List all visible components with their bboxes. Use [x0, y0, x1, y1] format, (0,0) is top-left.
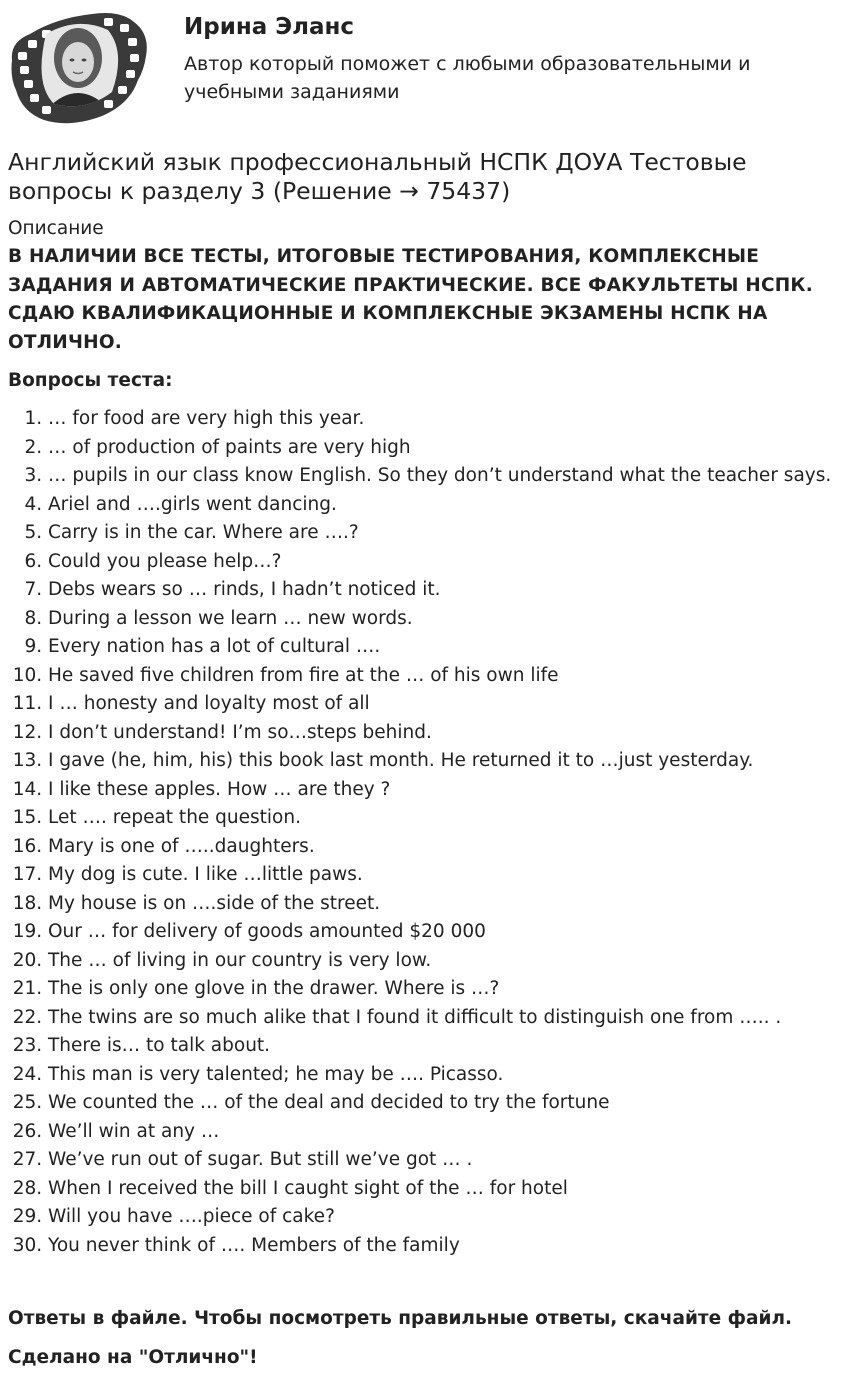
question-item: [8, 605, 838, 634]
question-text: The is only one glove in the drawer. Where is …?: [48, 978, 500, 999]
question-number: 20.: [12, 949, 48, 971]
question-number: 1.: [24, 408, 48, 429]
questions-label: Вопросы теста:: [8, 370, 173, 391]
question-item: [8, 690, 838, 719]
question-text: Could you please help…?: [48, 550, 282, 572]
question-item: [8, 1203, 838, 1232]
question-item: [8, 548, 838, 577]
question-number: 14.: [12, 778, 48, 800]
question-number: 24.: [12, 1063, 48, 1085]
answers-note: Ответы в файле. Чтобы посмотреть правильные ответы, скачайте файл.: [8, 1308, 793, 1329]
question-number: 5.: [24, 522, 48, 543]
question-text: Our … for delivery of goods amounted $20 000: [48, 921, 486, 942]
question-item: [8, 1118, 838, 1147]
question-item: [8, 1232, 838, 1261]
question-text: This man is very talented; he may be …. Picasso.: [48, 1063, 504, 1085]
question-text: I gave (he, him, his) this book last month. He returned it to …just yesterday.: [48, 750, 754, 771]
author-card: [8, 8, 839, 128]
question-item: [8, 519, 838, 548]
question-item: [8, 434, 838, 463]
question-number: 4.: [24, 493, 48, 515]
question-number: 25.: [12, 1092, 48, 1113]
question-text: I … honesty and loyalty most of all: [48, 693, 370, 714]
question-text: Let …. repeat the question.: [48, 807, 301, 828]
question-text: Debs wears so … rinds, I hadn’t noticed it.: [48, 579, 441, 600]
question-text: When I received the bill I caught sight of the … for hotel: [48, 1177, 568, 1199]
question-text: The … of living in our country is very low.: [48, 949, 432, 971]
question-number: 18.: [12, 892, 48, 914]
question-item: [8, 1146, 838, 1175]
question-text: We’ll win at any …: [48, 1120, 220, 1142]
question-number: 28.: [12, 1177, 48, 1199]
author-avatar[interactable]: [8, 8, 150, 126]
question-item: [8, 890, 838, 919]
question-number: 17.: [12, 864, 48, 885]
author-description: Автор который поможет с любыми образовательными и учебными заданиями: [184, 53, 751, 103]
question-item: [8, 1032, 838, 1061]
question-number: 19.: [12, 921, 48, 942]
question-number: 8.: [24, 607, 48, 629]
question-text: He saved five children from fire at the … of his own life: [48, 664, 559, 686]
description-label: Описание: [8, 218, 104, 239]
question-number: 15.: [12, 807, 48, 828]
question-text: I don’t understand! I’m so…steps behind.: [48, 721, 432, 743]
question-text: My house is on ….side of the street.: [48, 892, 381, 914]
question-text: We counted the … of the deal and decided to try the fortune: [48, 1092, 610, 1113]
question-item: [8, 918, 838, 947]
question-item: [8, 462, 838, 491]
description-text: В НАЛИЧИИ ВСЕ ТЕСТЫ, ИТОГОВЫЕ ТЕСТИРОВАНИЯ, КОМПЛЕКСНЫЕ ЗАДАНИЯ И АВТОМАТИЧЕСКИЕ ПРАКТИЧЕСКИЕ. ВСЕ ФАКУЛЬТЕТЫ НСПК. СДАЮ КВАЛИФИКАЦИОННЫЕ И КОМПЛЕКСНЫЕ ЭКЗАМЕНЫ НСПК НА ОТЛИЧНО.: [8, 246, 813, 353]
question-text: Carry is in the car. Where are ….?: [48, 522, 359, 543]
question-number: 12.: [12, 721, 48, 743]
question-text: My dog is cute. I like …little paws.: [48, 864, 363, 885]
question-number: 2.: [24, 436, 48, 458]
question-number: 26.: [12, 1120, 48, 1142]
question-item: [8, 1004, 838, 1033]
question-item: [8, 1089, 838, 1118]
question-item: [8, 662, 838, 691]
question-number: 7.: [24, 579, 48, 600]
question-number: 11.: [12, 693, 48, 714]
author-name[interactable]: Ирина Эланс: [184, 14, 355, 40]
question-item: [8, 975, 838, 1004]
question-item: [8, 776, 838, 805]
question-number: 21.: [12, 978, 48, 999]
questions-list: [8, 405, 838, 1260]
question-text: Will you have ….piece of cake?: [48, 1206, 335, 1227]
question-item: [8, 491, 838, 520]
question-text: There is… to talk about.: [48, 1035, 271, 1056]
question-text: … of production of paints are very high: [48, 436, 411, 458]
question-text: Ariel and ….girls went dancing.: [48, 493, 337, 515]
question-number: 22.: [12, 1006, 48, 1028]
question-item: [8, 719, 838, 748]
question-number: 6.: [24, 550, 48, 572]
question-item: [8, 861, 838, 890]
question-number: 27.: [12, 1149, 48, 1170]
question-number: 13.: [12, 750, 48, 771]
question-item: [8, 833, 838, 862]
question-number: 3.: [24, 465, 48, 486]
question-item: [8, 1175, 838, 1204]
question-item: [8, 804, 838, 833]
question-text: During a lesson we learn … new words.: [48, 607, 413, 629]
question-text: I like these apples. How … are they ?: [48, 778, 391, 800]
question-text: Every nation has a lot of cultural ….: [48, 636, 381, 657]
question-text: Mary is one of …..daughters.: [48, 835, 315, 857]
question-text: The twins are so much alike that I found it difficult to distinguish one from ….. .: [48, 1006, 782, 1028]
question-number: 29.: [12, 1206, 48, 1227]
film-frame-avatar-icon: [8, 8, 150, 126]
question-item: [8, 405, 838, 434]
question-text: We’ve run out of sugar. But still we’ve got … .: [48, 1149, 473, 1170]
question-item: [8, 576, 838, 605]
question-text: … pupils in our class know English. So they don’t understand what the teacher says.: [48, 465, 832, 486]
question-item: [8, 747, 838, 776]
question-item: [8, 947, 838, 976]
done-note: Сделано на "Отлично"!: [8, 1347, 258, 1368]
question-item: [8, 633, 838, 662]
question-number: 16.: [12, 835, 48, 857]
question-text: … for food are very high this year.: [48, 408, 365, 429]
question-text: You never think of …. Members of the family: [48, 1234, 460, 1256]
page-title: Английский язык профессиональный НСПК ДОУА Тестовые вопросы к разделу 3 (Решение → 75437): [8, 148, 747, 205]
question-number: 23.: [12, 1035, 48, 1056]
question-number: 30.: [12, 1234, 48, 1256]
question-number: 9.: [24, 636, 48, 657]
question-number: 10.: [12, 664, 48, 686]
question-item: [8, 1061, 838, 1090]
